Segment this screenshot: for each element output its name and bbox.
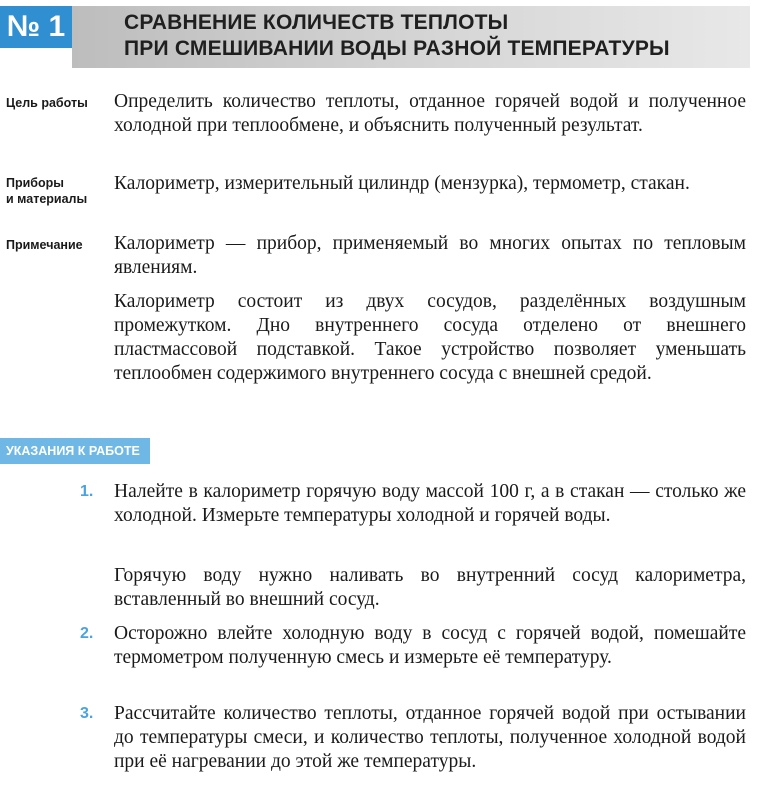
title-line-1: СРАВНЕНИЕ КОЛИЧЕСТВ ТЕПЛОТЫ <box>124 11 509 34</box>
page-header <box>0 0 760 72</box>
step-text: Рассчитайте количество теплоты, отданное горячей водой при остывании до температуры смеси, и количество теплоты, полученное холодной водой при её нагревании до этой же температуры. <box>114 703 746 772</box>
step-number: 2. <box>80 625 94 642</box>
note-text-1: Калориметр — прибор, применяемый во многих опытах по тепловым явлениям. <box>114 233 746 278</box>
step-number: 3. <box>80 705 94 722</box>
step-note: Горячую воду нужно наливать во внутренний сосуд калориметра, вставленный во внешний сосуд. <box>114 565 746 610</box>
equipment-label-line-2: и материалы <box>6 192 88 206</box>
note-text-2: Калориметр состоит из двух сосудов, разделённых воздушным промежутком. Дно внутреннего сосуда отделено от внешнего пластмассовой подставкой. Такое устройство позволяет уменьшать теплообмен содержимого внутреннего сосуда с внешней средой. <box>114 291 746 384</box>
title-line-2: ПРИ СМЕШИВАНИИ ВОДЫ РАЗНОЙ ТЕМПЕРАТУРЫ <box>124 37 670 60</box>
equipment-label-line-1: Приборы <box>6 176 64 190</box>
instructions-heading: УКАЗАНИЯ К РАБОТЕ <box>0 438 150 464</box>
equipment-label <box>6 175 110 207</box>
goal-label: Цель работы <box>6 96 88 110</box>
page-title <box>124 10 670 62</box>
step-text: Осторожно влейте холодную воду в сосуд с горячей водой, помешайте термометром полученную смесь и измерьте её температуру. <box>114 623 746 668</box>
step-text: Налейте в калориметр горячую воду массой 100 г, а в стакан — столько же холодной. Измерьте температуры холодной и горячей воды. <box>114 481 746 526</box>
work-number-badge: № 1 <box>0 6 72 48</box>
goal-text: Определить количество теплоты, отданное горячей водой и полученное холодной при теплообмене, и объяснить полученный результат. <box>114 91 746 136</box>
step-number: 1. <box>80 483 94 500</box>
note-label: Примечание <box>6 238 83 252</box>
equipment-text: Калориметр, измерительный цилиндр (мензурка), термометр, стакан. <box>114 173 690 194</box>
